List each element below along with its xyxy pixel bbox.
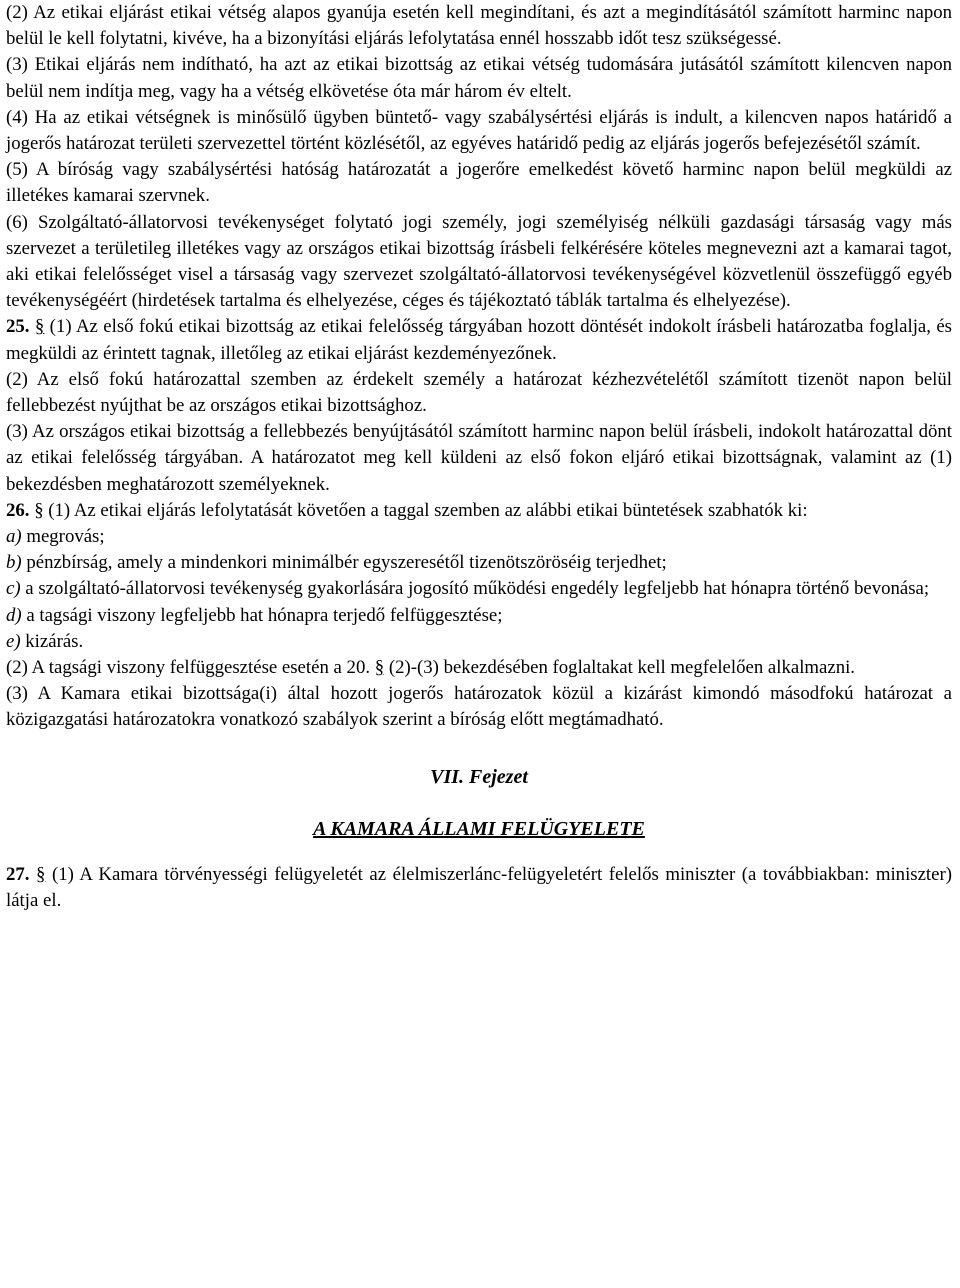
paragraph-24-2: (2) Az etikai eljárást etikai vétség alapos gyanúja esetén kell megindítani, és azt a megindításától számított harminc napon belül le kell folytatni, kivéve, ha a bizonyítási eljárás lefolytatása ennél hosszabb időt tesz szükségessé. — [6, 2, 952, 50]
list-item-c — [6, 576, 952, 602]
section-27-paragraph-1 — [6, 862, 952, 914]
list-item-d — [6, 603, 952, 629]
list-text: a tagsági viszony legfeljebb hat hónapra terjedő felfüggesztése; — [21, 604, 503, 626]
list-item-b — [6, 550, 952, 576]
section-26-paragraph-1 — [6, 498, 952, 524]
section-26-paragraph-3: (3) A Kamara etikai bizottsága(i) által hozott jogerős határozatok közül a kizárást kimondó másodfokú határozat a közigazgatási határozatokra vonatkozó szabályok szerint a bíróság előtt megtámadható. — [6, 683, 952, 731]
paragraph-24-3: (3) Etikai eljárás nem indítható, ha azt az etikai bizottság az etikai vétség tudomására jutásától számított kilencven napon belül nem indítja meg, vagy ha a vétség elkövetése óta már három év eltelt. — [6, 54, 952, 102]
section-number: 25. — [6, 316, 30, 338]
section-text: (1) Az etikai eljárás lefolytatását követően a taggal szemben az alábbi etikai büntetések szabhatók ki: — [43, 499, 808, 521]
list-text: pénzbírság, amely a mindenkori minimálbér egyszeresétől tizenötszöröséig terjedhet; — [21, 552, 667, 574]
section-sign: § — [374, 657, 385, 679]
list-item-a — [6, 524, 952, 550]
section-text: (1) Az első fokú etikai bizottság az etikai felelősség tárgyában hozott döntését indokolt írásbeli határozatba foglalja, és megküldi az érintett tagnak, illetőleg az etikai eljárást kezdeményezőnek. — [6, 316, 952, 364]
section-25-paragraph-3: (3) Az országos etikai bizottság a fellebbezés benyújtásától számított harminc napon belül írásbeli, indokolt határozattal dönt az etikai felelősség tárgyában. A határozatot meg kell küldeni az első fokon eljáró etikai bizottságnak, valamint az (1) bekezdésben meghatározott személyeknek. — [6, 421, 952, 495]
list-letter: d) — [6, 604, 22, 626]
list-text: a szolgáltató-állatorvosi tevékenység gyakorlására jogosító működési engedély legfeljebb hat hónapra történő bevonása; — [20, 578, 930, 600]
section-number: 27. — [6, 863, 30, 885]
section-text: (2) A tagsági viszony felfüggesztése esetén a 20. — [6, 657, 375, 679]
list-letter: c) — [6, 578, 21, 600]
chapter-number: VII. Fejezet — [430, 765, 528, 788]
chapter-title — [6, 816, 952, 842]
chapter-title-text: A KAMARA ÁLLAMI FELÜGYELETE — [313, 817, 645, 840]
paragraph-24-5: (5) A bíróság vagy szabálysértési hatóság határozatát a jogerőre emelkedést követő harminc napon belül megküldi az illetékes kamarai szervnek. — [6, 159, 952, 207]
section-25-paragraph-1 — [6, 314, 952, 366]
section-26-paragraph-2 — [6, 655, 952, 681]
spacer — [6, 842, 952, 862]
list-letter: b) — [6, 552, 22, 574]
list-letter: a) — [6, 526, 22, 548]
section-text: (1) A Kamara törvényességi felügyeletét az élelmiszerlánc-felügyeletért felelős miniszter (a továbbiakban: miniszter) látja el. — [6, 863, 952, 911]
section-sign: § — [34, 499, 44, 521]
list-letter: e) — [6, 630, 21, 652]
section-number: 26. — [6, 499, 30, 521]
section-sign: § — [36, 863, 46, 885]
section-text: (2)-(3) bekezdésében foglaltakat kell megfelelően alkalmazni. — [384, 657, 855, 679]
section-sign: § — [34, 316, 45, 338]
list-item-e — [6, 629, 952, 655]
section-25-paragraph-2: (2) Az első fokú határozattal szemben az érdekelt személy a határozat kézhezvételétől számított tizenöt napon belül fellebbezést nyújthat be az országos etikai bizottsághoz. — [6, 368, 952, 417]
paragraph-24-6: (6) Szolgáltató-állatorvosi tevékenységet folytató jogi személy, jogi személyiség nélküli gazdasági társaság vagy más szervezet a területileg illetékes vagy az országos etikai bizottság írásbeli felkérésére köteles megnevezni azt a kamarai tagot, aki etikai felelősséget visel a társaság vagy szervezet szolgáltató-állatorvosi tevékenységével közvetlenül összefüggő egyéb tevékenységéért (hirdetések tartalma és elhelyezése, céges és tájékoztató táblák tartalma és elhelyezése). — [6, 211, 952, 312]
list-text: megrovás; — [21, 526, 105, 548]
list-text: kizárás. — [20, 630, 84, 652]
paragraph-24-4: (4) Ha az etikai vétségnek is minősülő ügyben büntető- vagy szabálysértési eljárás is indult, a kilencven napos határidő a jogerős határozat területi szervezettel történt közlésétől, az egyéves határidő pedig az eljárás jogerős befejezésétől számít. — [6, 106, 952, 155]
